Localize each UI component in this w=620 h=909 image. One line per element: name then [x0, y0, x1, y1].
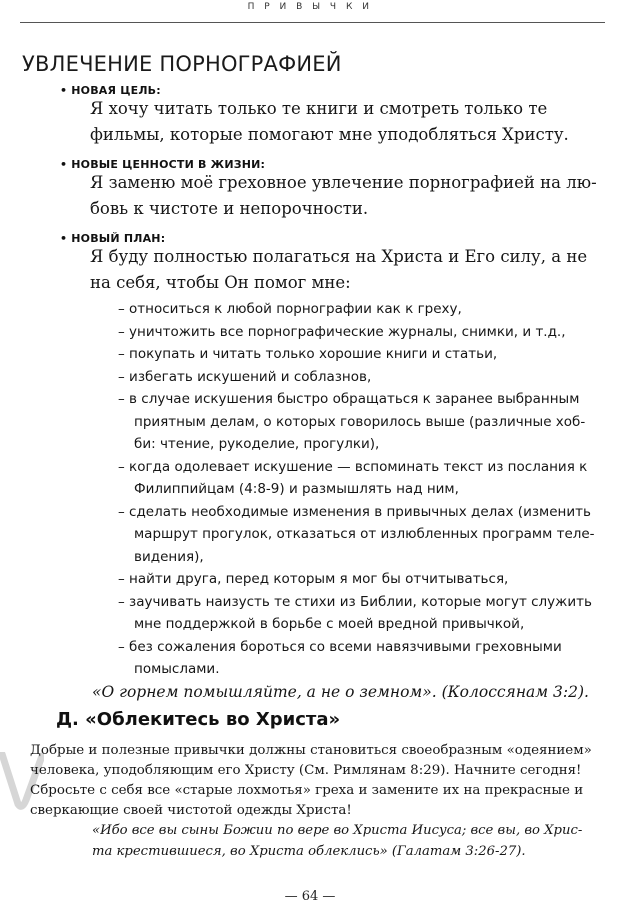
paragraph-line: Сбросьте с себя все «старые лохмотья» греха и замените их на прекрасные и — [30, 783, 584, 798]
header-rule — [20, 22, 605, 23]
plan-item: – избегать искушений и соблазнов, — [118, 368, 372, 385]
values-line: бовь к чистоте и непорочности. — [90, 199, 369, 218]
plan-item: – относиться к любой порнографии как к греху, — [118, 301, 462, 317]
paragraph-line: сверкающие своей чистотой одежды Христа! — [30, 803, 352, 818]
plan-item-continuation: приятным делам, о которых говорилось выше (различные хоб- — [134, 413, 586, 430]
plan-line: Я буду полностью полагаться на Христа и Его силу, а не — [90, 247, 588, 266]
plan-item-continuation: мне поддержкой в борьбе с моей вредной привычкой, — [134, 616, 525, 632]
plan-item: – в случае искушения быстро обращаться к заранее выбранным — [118, 391, 580, 407]
plan-item-continuation: Филиппийцам (4:8-9) и размышлять над ним, — [134, 481, 459, 497]
goal-line: фильмы, которые помогают мне уподобляться Христу. — [90, 125, 569, 144]
plan-item: – найти друга, перед которым я мог бы отчитываться, — [118, 571, 509, 587]
scripture-quote-line: «Ибо все вы сыны Божии по вере во Христа Иисуса; все вы, во Хрис- — [92, 823, 583, 838]
plan-item-continuation: би: чтение, рукоделие, прогулки), — [134, 436, 380, 452]
plan-item-continuation: маршрут прогулок, отказаться от излюбленных программ теле- — [134, 526, 595, 542]
plan-item-continuation: видения), — [134, 548, 204, 565]
plan-item: – когда одолевает искушение — вспоминать текст из послания к — [118, 458, 588, 475]
values-label: • НОВЫЕ ЦЕННОСТИ В ЖИЗНИ: — [60, 158, 266, 171]
subsection-title: Д. «Облекитесь во Христа» — [56, 709, 341, 730]
plan-item: – сделать необходимые изменения в привычных делах (изменить — [118, 503, 591, 520]
goal-label: • НОВАЯ ЦЕЛЬ: — [60, 84, 161, 97]
paragraph-line: Добрые и полезные привычки должны становиться своеобразным «одеянием» — [30, 743, 592, 758]
plan-line: на себя, чтобы Он помог мне: — [90, 273, 351, 292]
plan-item: – без сожаления бороться со всеми навязчивыми греховными — [118, 638, 562, 655]
closing-quote: «О горнем помышляйте, а не о земном». (Колоссянам 3:2). — [92, 683, 589, 701]
page-number: — 64 — — [284, 889, 336, 904]
goal-line: Я хочу читать только те книги и смотреть только те — [90, 99, 548, 118]
plan-item-continuation: помыслами. — [134, 661, 220, 677]
section-title: УВЛЕЧЕНИЕ ПОРНОГРАФИЕЙ — [22, 52, 342, 76]
plan-label: • НОВЫЙ ПЛАН: — [60, 232, 166, 245]
plan-item: – покупать и читать только хорошие книги и статьи, — [118, 346, 498, 362]
paragraph-line: человека, уподобляющим его Христу (См. Римлянам 8:29). Начните сегодня! — [30, 763, 582, 778]
running-header: П Р И В Ы Ч К И — [247, 2, 373, 12]
values-line: Я заменю моё греховное увлечение порнографией на лю- — [90, 173, 597, 192]
scripture-quote-line: та крестившиеся, во Христа облеклись» (Галатам 3:26-27). — [92, 843, 526, 859]
plan-item: – заучивать наизусть те стихи из Библии, которые могут служить — [118, 593, 592, 610]
plan-item: – уничтожить все порнографические журналы, снимки, и т.д., — [118, 323, 566, 340]
